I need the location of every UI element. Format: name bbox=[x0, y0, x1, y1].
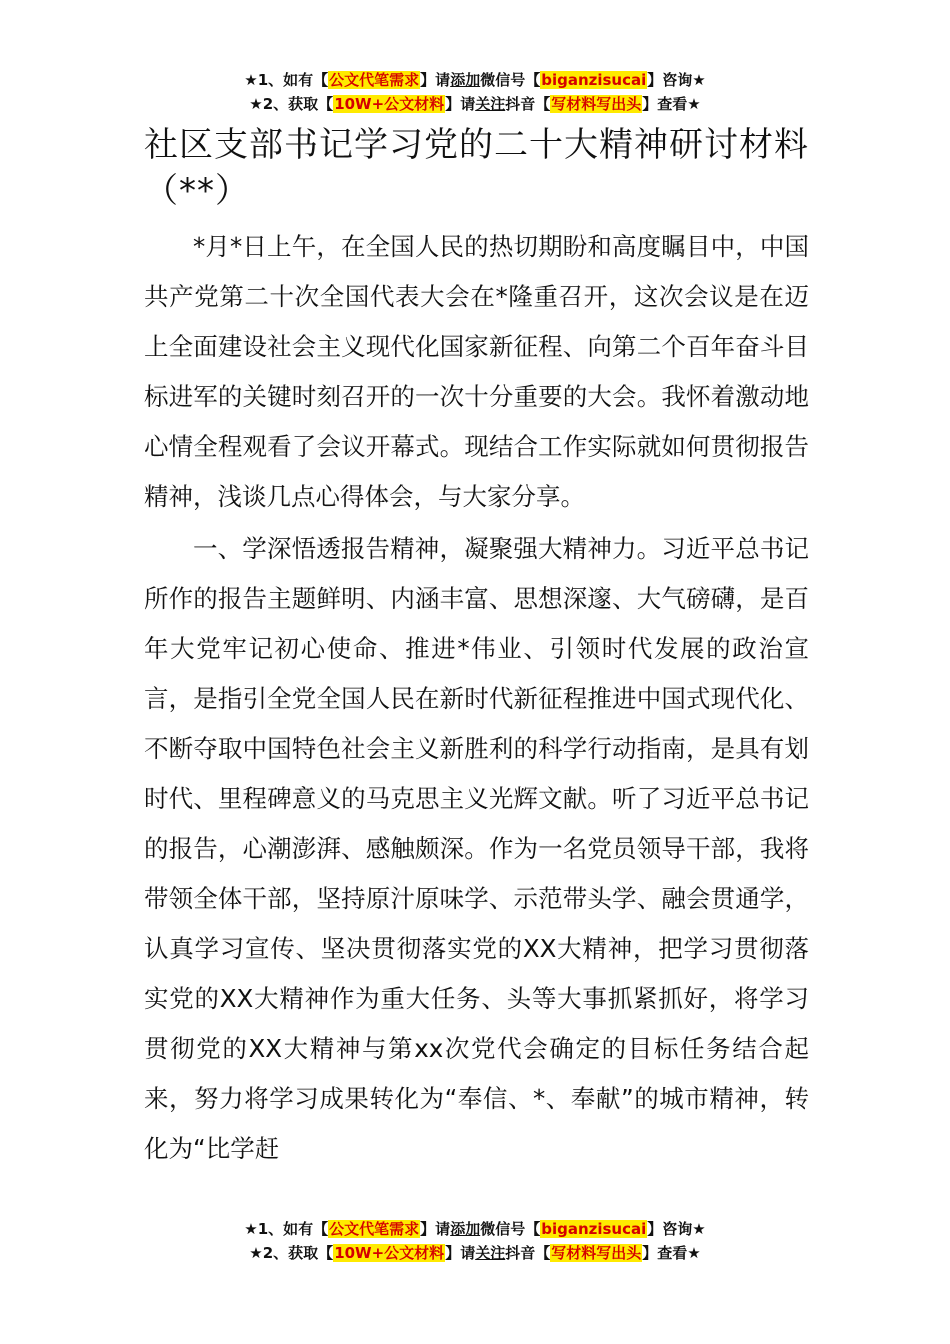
promo-highlight: 公文代笔需求 bbox=[329, 71, 420, 89]
promo-banner-top bbox=[0, 68, 950, 116]
promo-highlight: 写材料写出头 bbox=[551, 95, 642, 113]
promo-text: 】查看★ bbox=[642, 1244, 701, 1262]
promo-text: 抖音【 bbox=[505, 95, 551, 113]
promo-underline: 关注 bbox=[475, 95, 506, 113]
promo-text: 】请 bbox=[420, 71, 451, 89]
promo-text: 】查看★ bbox=[642, 95, 701, 113]
document-title: 社区支部书记学习党的二十大精神研讨材料（**） bbox=[144, 125, 809, 211]
promo-line-2 bbox=[0, 1241, 950, 1265]
promo-text: 】咨询★ bbox=[647, 1220, 706, 1238]
promo-highlight: 10W+公文材料 bbox=[334, 95, 445, 113]
promo-text: 】请 bbox=[420, 1220, 451, 1238]
promo-banner-bottom bbox=[0, 1217, 950, 1265]
document-body bbox=[144, 222, 809, 1176]
promo-text: 微信号【 bbox=[480, 71, 541, 89]
promo-text: 】咨询★ bbox=[647, 71, 706, 89]
promo-highlight: biganzisucai bbox=[541, 1220, 647, 1238]
promo-line-2 bbox=[0, 92, 950, 116]
promo-text: ★2、获取【 bbox=[249, 1244, 334, 1262]
promo-text: 微信号【 bbox=[480, 1220, 541, 1238]
promo-text: 】请 bbox=[445, 1244, 476, 1262]
promo-text: ★1、如有【 bbox=[244, 1220, 329, 1238]
promo-text: 】请 bbox=[445, 95, 476, 113]
promo-highlight: 公文代笔需求 bbox=[329, 1220, 420, 1238]
promo-text: ★1、如有【 bbox=[244, 71, 329, 89]
paragraph-1: *月*日上午，在全国人民的热切期盼和高度瞩目中，中国共产党第二十次全国代表大会在*隆重召开，这次会议是在迈上全面建设社会主义现代化国家新征程、向第二个百年奋斗目标进军的关键时刻召开的一次十分重要的大会。我怀着激动地心情全程观看了会议开幕式。现结合工作实际就如何贯彻报告精神，浅谈几点心得体会，与大家分享。 bbox=[144, 232, 809, 511]
promo-underline: 添加 bbox=[450, 71, 481, 89]
promo-text: ★2、获取【 bbox=[249, 95, 334, 113]
promo-underline: 关注 bbox=[475, 1244, 506, 1262]
promo-text: 抖音【 bbox=[505, 1244, 551, 1262]
promo-highlight: 写材料写出头 bbox=[551, 1244, 642, 1262]
promo-highlight: biganzisucai bbox=[541, 71, 647, 89]
promo-line-1 bbox=[0, 68, 950, 92]
promo-line-1 bbox=[0, 1217, 950, 1241]
promo-highlight: 10W+公文材料 bbox=[334, 1244, 445, 1262]
paragraph-2: 一、学深悟透报告精神，凝聚强大精神力。习近平总书记所作的报告主题鲜明、内涵丰富、思想深邃、大气磅礴，是百年大党牢记初心使命、推进*伟业、引领时代发展的政治宣言，是指引全党全国人民在新时代新征程推进中国式现代化、不断夺取中国特色社会主义新胜利的科学行动指南，是具有划时代、里程碑意义的马克思主义光辉文献。听了习近平总书记的报告，心潮澎湃、感触颇深。作为一名党员领导干部，我将带领全体干部，坚持原汁原味学、示范带头学、融会贯通学，认真学习宣传、坚决贯彻落实党的XX大精神，把学习贯彻落实党的XX大精神作为重大任务、头等大事抓紧抓好，将学习贯彻党的XX大精神与第xx次党代会确定的目标任务结合起来，努力将学习成果转化为“奉信、*、奉献”的城市精神，转化为“比学赶 bbox=[144, 534, 809, 1163]
promo-underline: 添加 bbox=[450, 1220, 481, 1238]
